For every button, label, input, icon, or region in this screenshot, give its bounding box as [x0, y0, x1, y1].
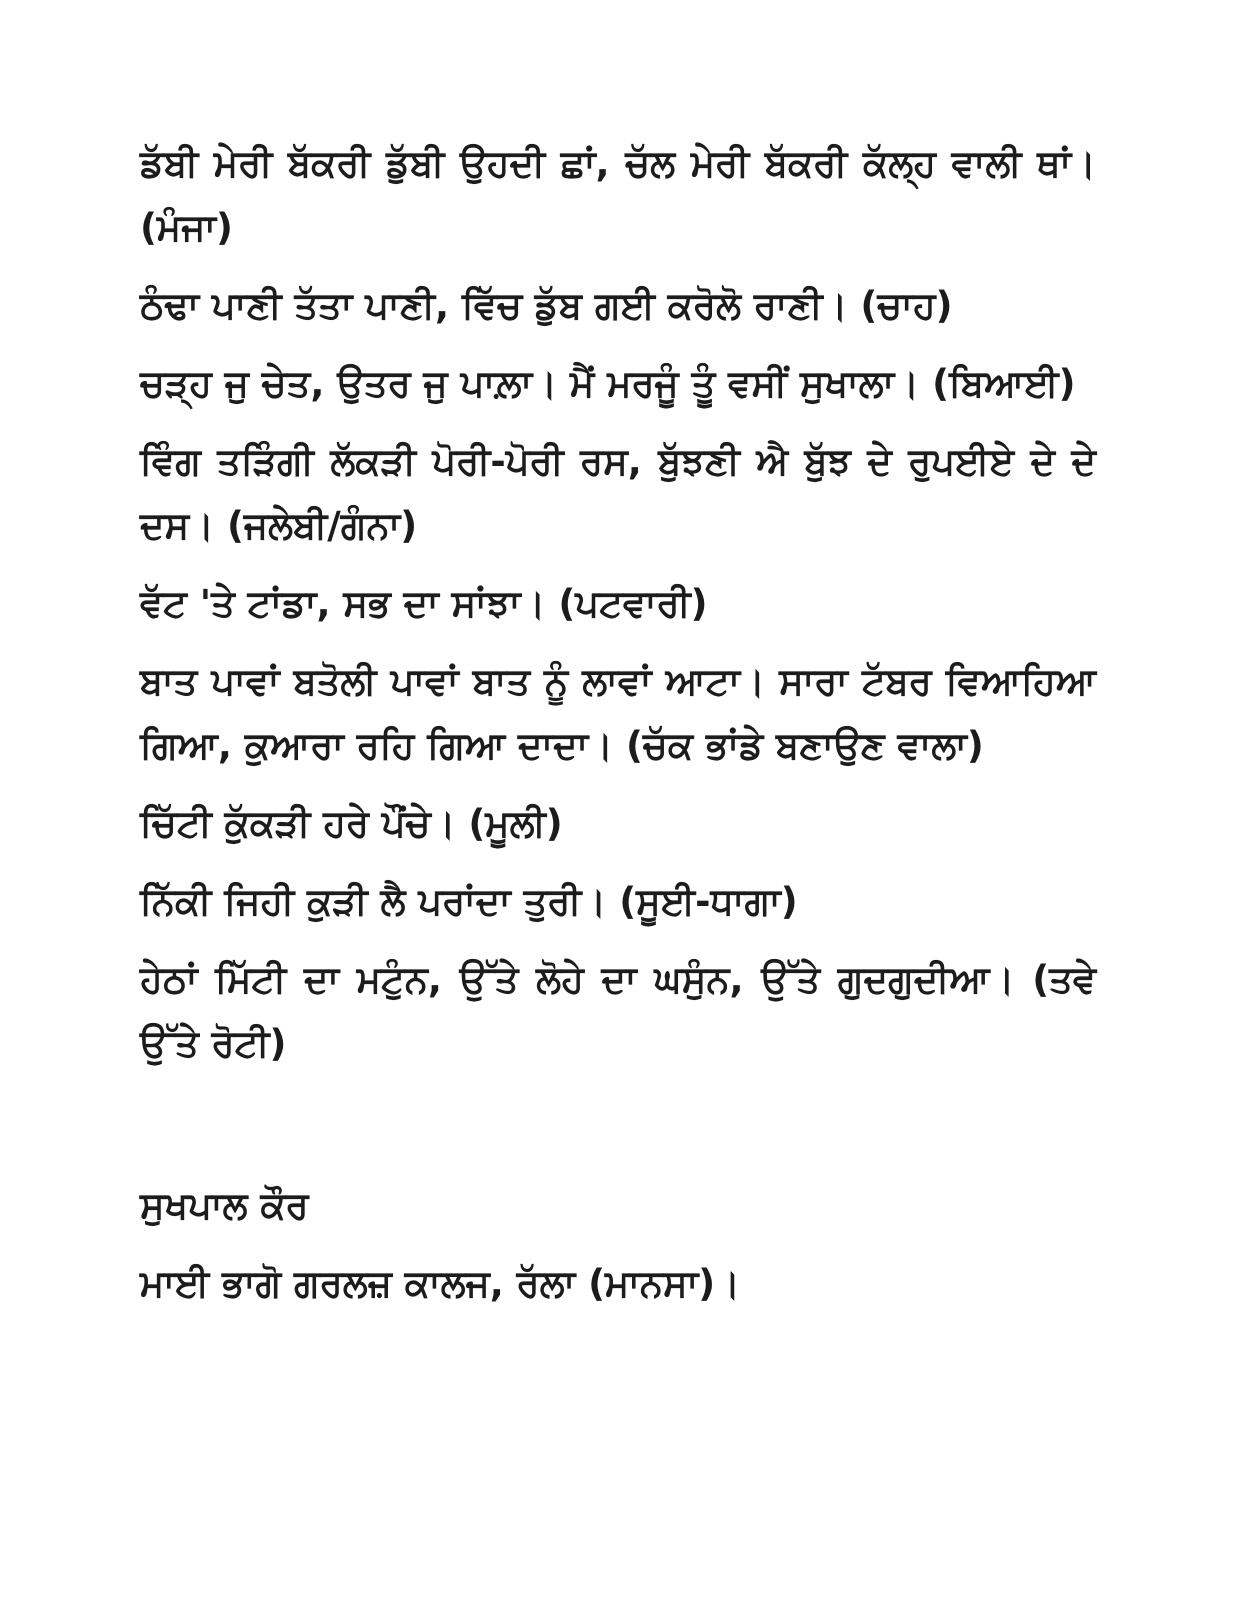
riddle-paragraph: ਨਿੱਕੀ ਜਿਹੀ ਕੁੜੀ ਲੈ ਪਰਾਂਦਾ ਤੁਰੀ। (ਸੂਈ-ਧਾਗਾ) [140, 880, 798, 923]
riddle-paragraph: ਠੰਢਾ ਪਾਣੀ ਤੱਤਾ ਪਾਣੀ, ਵਿੱਚ ਡੁੱਬ ਗਈ ਕਰੋਲੋ ਰਾਣੀ। (ਚਾਹ) [140, 284, 953, 327]
riddle-paragraph: ਡੱਬੀ ਮੇਰੀ ਬੱਕਰੀ ਡੁੱਬੀ ਉਹਦੀ ਛਾਂ, ਚੱਲ ਮੇਰੀ ਬੱਕਰੀ ਕੱਲ੍ਹ ਵਾਲੀ ਥਾਂ। (ਮੰਜਾ) [140, 142, 1096, 249]
riddle-paragraph: ਹੇਠਾਂ ਮਿੱਟੀ ਦਾ ਮਟੁੰਨ, ਉੱਤੇ ਲੋਹੇ ਦਾ ਘਸੁੰਨ, ਉੱਤੇ ਗੁਦਗੁਦੀਆ। (ਤਵੇ ਉੱਤੇ ਰੋਟੀ) [140, 958, 1096, 1065]
riddle-paragraph: ਵਿੰਗ ਤੜਿੰਗੀ ਲੱਕੜੀ ਪੋਰੀ-ਪੋਰੀ ਰਸ, ਬੁੱਝਣੀ ਐ ਬੁੱਝ ਦੇ ਰੁਪਈਏ ਦੇ ਦੇ ਦਸ। (ਜਲੇਬੀ/ਗੰਨਾ) [140, 440, 1096, 547]
riddle-paragraph: ਬਾਤ ਪਾਵਾਂ ਬਤੋਲੀ ਪਾਵਾਂ ਬਾਤ ਨੂੰ ਲਾਵਾਂ ਆਟਾ। ਸਾਰਾ ਟੱਬਰ ਵਿਆਹਿਆ ਗਿਆ, ਕੁਆਰਾ ਰਹਿ ਗਿਆ ਦਾਦਾ। (ਚੱਕ ਭਾਂਡੇ ਬਣਾਉਣ ਵਾਲਾ) [140, 660, 1096, 767]
riddle-paragraph: ਚੜ੍ਹ ਜੁ ਚੇਤ, ਉਤਰ ਜੁ ਪਾਲ਼ਾ। ਮੈਂ ਮਰਜੂੰ ਤੂੰ ਵਸੀਂ ਸੁਖਾਲਾ। (ਬਿਆਈ) [140, 362, 1076, 405]
author-institution: ਮਾਈ ਭਾਗੋ ਗਰਲਜ਼ ਕਾਲਜ, ਰੱਲਾ (ਮਾਨਸਾ)। [140, 1262, 741, 1305]
author-name: ਸੁਖਪਾਲ ਕੌਰ [140, 1184, 309, 1227]
riddle-paragraph: ਵੱਟ 'ਤੇ ਟਾਂਡਾ, ਸਭ ਦਾ ਸਾਂਝਾ। (ਪਟਵਾਰੀ) [140, 582, 708, 625]
author-signature-block [140, 1174, 1096, 1316]
riddle-paragraph: ਚਿੱਟੀ ਕੁੱਕੜੀ ਹਰੇ ਪੌਂਚੇ। (ਮੂਲੀ) [140, 802, 563, 845]
riddle-list [140, 132, 1096, 1076]
